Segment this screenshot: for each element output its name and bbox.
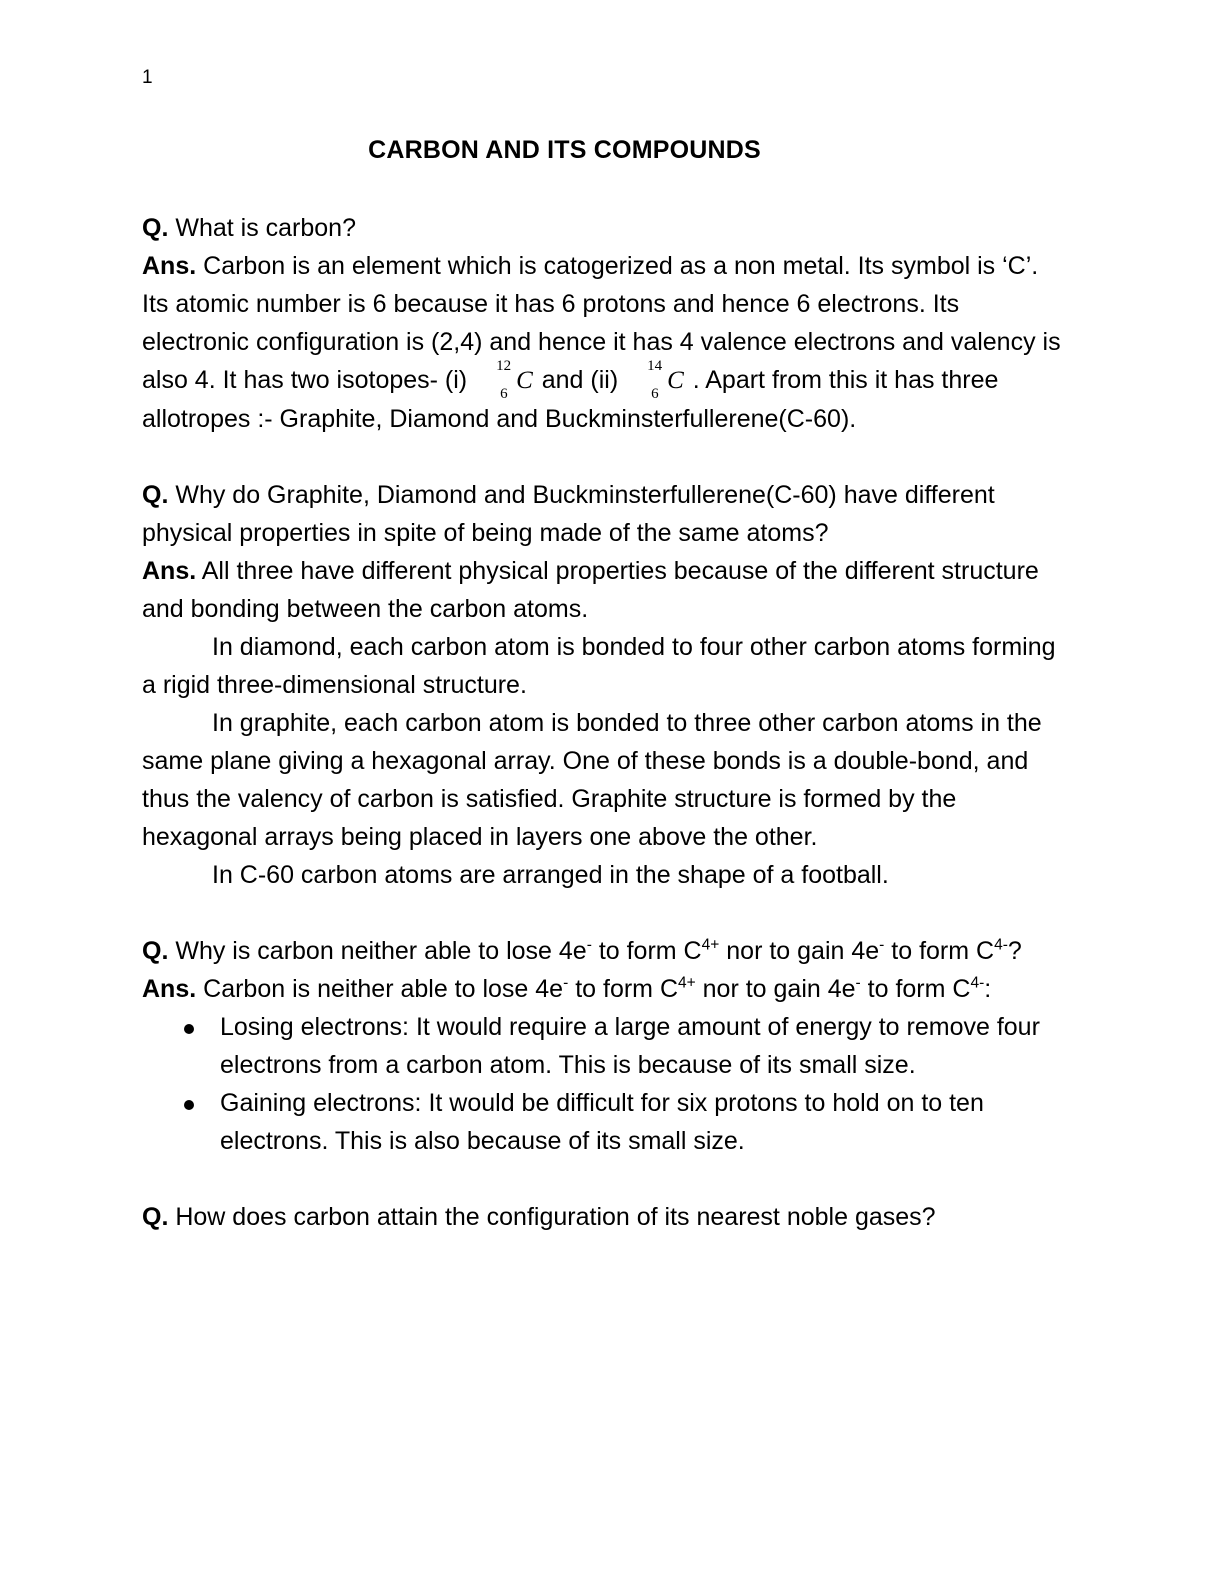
question-3 [142,932,1067,970]
qa-block-3 [142,932,1067,1160]
answer-1 [142,247,1067,438]
list-item: Gaining electrons: It would be difficult for six protons to hold on to ten electrons. This is also because of its small size. [142,1084,1067,1160]
isotope-1-symbol: C [516,367,533,394]
question-4-text: How does carbon attain the configuration of its nearest noble gases? [168,1203,936,1231]
question-3-sup-2: 4+ [701,936,720,954]
question-3-text-d: to form C [884,937,995,965]
answer-3-text-d: to form C [860,975,971,1003]
question-1-text: What is carbon? [168,214,356,242]
question-4 [142,1198,1067,1236]
answer-label: Ans. [142,975,197,1003]
answer-2-text: All three have different physical properties because of the different structure and bonding between the carbon atoms. [142,557,1039,623]
answer-3-bullet-list [142,1008,1067,1160]
question-label: Q. [142,214,169,242]
page-title: CARBON AND ITS COMPOUNDS [368,136,761,164]
isotope-1-mass-number: 12 [496,358,512,374]
qa-block-2 [142,476,1067,894]
answer-3-text-e: : [984,975,992,1003]
answer-1-text-part1: Carbon is an element which is catogerized as a non metal. Its symbol is ‘C’. Its atomic number is 6 because it has 6 protons and hence 6 electrons. Its electronic configuration is (2,4) and hence it has 4 valence electrons and valency is also 4. It has two isotopes- (i) [142,252,1061,394]
question-2-text: Why do Graphite, Diamond and Buckminsterfullerene(C-60) have different physical properties in spite of being made of the same atoms? [142,481,995,547]
answer-label: Ans. [142,252,197,280]
list-item: Losing electrons: It would require a large amount of energy to remove four electrons from a carbon atom. This is because of its small size. [142,1008,1067,1084]
question-3-text-b: to form C [591,937,702,965]
answer-3-sup-4: 4- [970,974,985,992]
answer-3-sup-2: 4+ [678,974,696,992]
question-3-text-c: nor to gain 4e [719,937,880,965]
isotope-2-numbers [647,358,667,402]
document-content [142,136,1067,1236]
answer-3-text-a: Carbon is neither able to lose 4e [196,975,564,1003]
qa-block-4 [142,1198,1067,1236]
answer-2 [142,552,1067,628]
question-label: Q. [142,937,169,965]
answer-3-text-b: to form C [568,975,679,1003]
question-3-text-a: Why is carbon neither able to lose 4e [168,937,587,965]
isotope-1-atomic-number: 6 [500,386,508,402]
isotope-2-mass-number: 14 [647,358,663,374]
isotope-2-symbol: C [667,367,684,394]
answer-1-text-mid: and (ii) [534,366,626,394]
question-label: Q. [142,1203,169,1231]
answer-3-sup-3: - [855,974,861,992]
isotope-2-atomic-number: 6 [651,386,659,402]
answer-1-text-part2: . Apart from this it has three allotropes :- Graphite, Diamond and Buckminsterfullerene(C-60). [142,366,999,433]
question-3-sup-1: - [586,936,592,954]
paragraph-graphite: In graphite, each carbon atom is bonded to three other carbon atoms in the same plane giving a hexagonal array. One of these bonds is a double-bond, and thus the valency of carbon is satisfied. Graphite structure is formed by the hexagonal arrays being placed in layers one above the other. [142,709,1042,851]
page-number: 1 [142,67,153,88]
answer-3 [142,970,1067,1008]
question-2 [142,476,1067,552]
answer-3-sup-1: - [563,974,569,992]
paragraph-diamond: In diamond, each carbon atom is bonded to four other carbon atoms forming a rigid three-dimensional structure. [142,633,1056,699]
answer-label: Ans. [142,557,197,585]
answer-3-text-c: nor to gain 4e [695,975,856,1003]
isotope-1-numbers [496,358,516,402]
question-1 [142,209,1067,247]
question-label: Q. [142,481,169,509]
isotope-carbon-12 [496,358,533,402]
isotope-carbon-14 [647,358,684,402]
question-3-sup-4: 4- [994,936,1008,954]
qa-block-1 [142,209,1067,438]
question-3-text-e: ? [1007,937,1022,965]
paragraph-c60: In C-60 carbon atoms are arranged in the shape of a football. [212,861,889,889]
question-3-sup-3: - [879,936,885,954]
